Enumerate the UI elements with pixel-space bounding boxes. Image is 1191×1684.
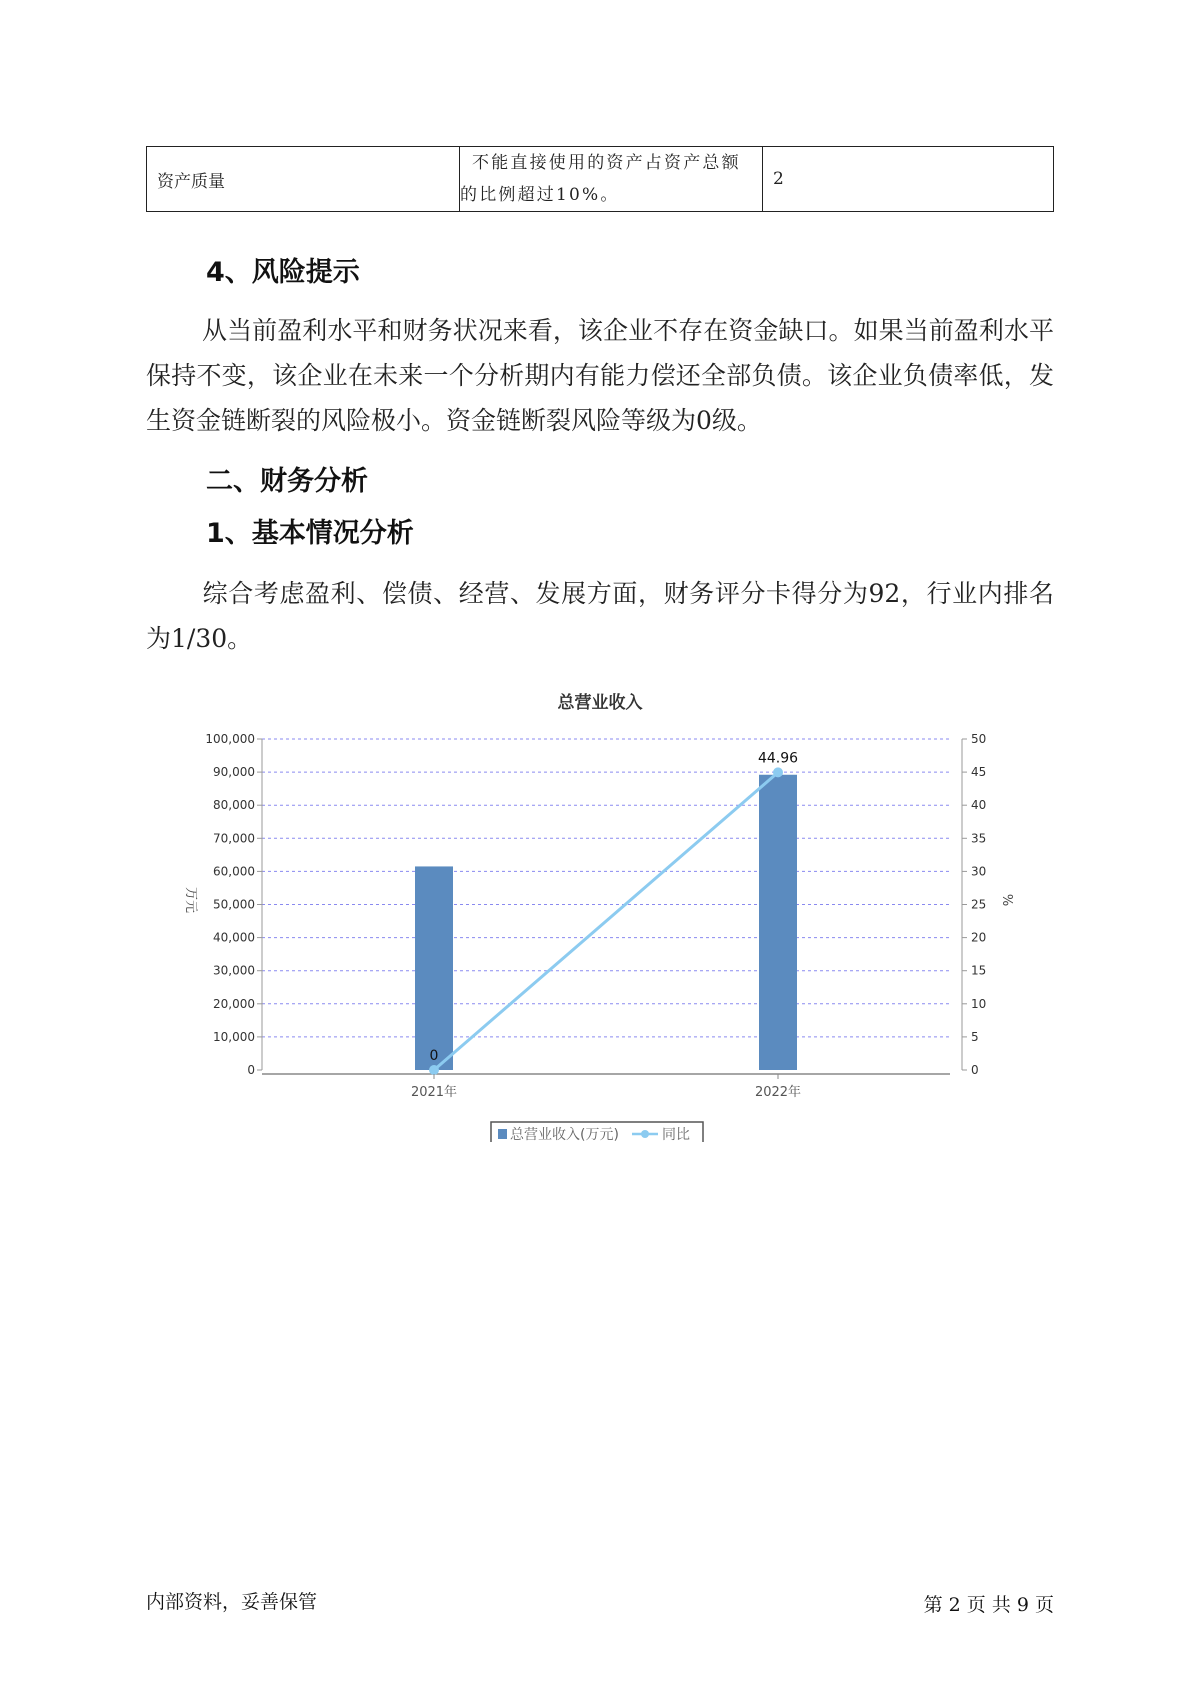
y2-tick-label: 40 <box>971 798 987 813</box>
x-tick-label: 2021年 <box>410 1085 458 1100</box>
revenue-chart <box>175 682 1015 1142</box>
y2-tick-label: 45 <box>971 765 987 780</box>
y2-tick-label: 35 <box>971 831 987 846</box>
y2-tick-label: 0 <box>971 1063 979 1077</box>
risk-paragraph <box>146 308 1054 443</box>
y-tick-label: 70,000 <box>213 831 255 846</box>
y2-axis-label: % <box>999 893 1014 907</box>
y2-tick-label: 20 <box>971 930 987 945</box>
line-point <box>773 767 783 777</box>
y-tick-label: 50,000 <box>213 897 255 912</box>
finance-heading: 二、财务分析 <box>206 466 368 497</box>
y2-tick-label: 5 <box>971 1029 979 1044</box>
chart-title: 总营业收入 <box>557 693 643 713</box>
y-tick-label: 60,000 <box>213 864 255 879</box>
table-cell-condition <box>460 147 763 212</box>
condition-line-1: 不能直接使用的资产占资产总额 <box>472 153 741 173</box>
y-tick-label: 90,000 <box>213 765 255 780</box>
basic-paragraph <box>146 571 1054 661</box>
condition-line-2: 的比例超过10%。 <box>460 185 620 205</box>
line-point <box>429 1065 439 1075</box>
y2-tick-label: 30 <box>971 864 987 879</box>
risk-score-table <box>146 146 1054 212</box>
y2-tick-label: 50 <box>971 732 987 746</box>
table-cell-score: 2 <box>763 147 1054 212</box>
bar <box>759 775 797 1070</box>
y-tick-label: 10,000 <box>213 1029 255 1044</box>
bar <box>415 866 453 1070</box>
basic-paragraph-text: 综合考虑盈利、偿债、经营、发展方面，财务评分卡得分为92，行业内排名为1/30。 <box>146 579 1054 653</box>
y2-tick-label: 25 <box>971 897 987 912</box>
y2-tick-label: 10 <box>971 996 987 1011</box>
y2-tick-label: 15 <box>971 963 987 978</box>
table-cell-item: 资产质量 <box>147 147 460 212</box>
chart-grid <box>262 739 950 1037</box>
x-tick-label: 2022年 <box>754 1085 802 1100</box>
footer-page-number: 第 2 页 共 9 页 <box>923 1594 1054 1616</box>
legend-bar-label: 总营业收入(万元) <box>510 1127 619 1142</box>
legend-line-label: 同比 <box>662 1127 690 1142</box>
y-tick-label: 20,000 <box>213 996 255 1011</box>
chart-ticks <box>205 732 986 1100</box>
table-row <box>147 147 1054 212</box>
legend-bar-swatch <box>498 1129 507 1139</box>
series-line <box>434 772 778 1070</box>
y-axis-label: 万元 <box>183 886 198 914</box>
chart-legend <box>491 1122 703 1142</box>
data-label: 0 <box>429 1048 439 1064</box>
y-tick-label: 100,000 <box>205 732 255 746</box>
y-tick-label: 80,000 <box>213 798 255 813</box>
y-tick-label: 0 <box>247 1063 255 1077</box>
chart-line <box>429 750 798 1075</box>
data-label: 44.96 <box>757 750 799 767</box>
legend-line-marker <box>641 1130 649 1138</box>
basic-heading: 1、基本情况分析 <box>206 518 414 549</box>
risk-heading: 4、风险提示 <box>206 257 360 288</box>
y-tick-label: 40,000 <box>213 930 255 945</box>
risk-paragraph-text: 从当前盈利水平和财务状况来看，该企业不存在资金缺口。如果当前盈利水平保持不变，该企业在未来一个分析期内有能力偿还全部负债。该企业负债率低，发生资金链断裂的风险极小。资金链断裂风险等级为0级。 <box>146 316 1054 435</box>
chart-axes <box>262 739 962 1074</box>
y-tick-label: 30,000 <box>213 963 255 978</box>
footer-confidential: 内部资料，妥善保管 <box>146 1591 318 1613</box>
